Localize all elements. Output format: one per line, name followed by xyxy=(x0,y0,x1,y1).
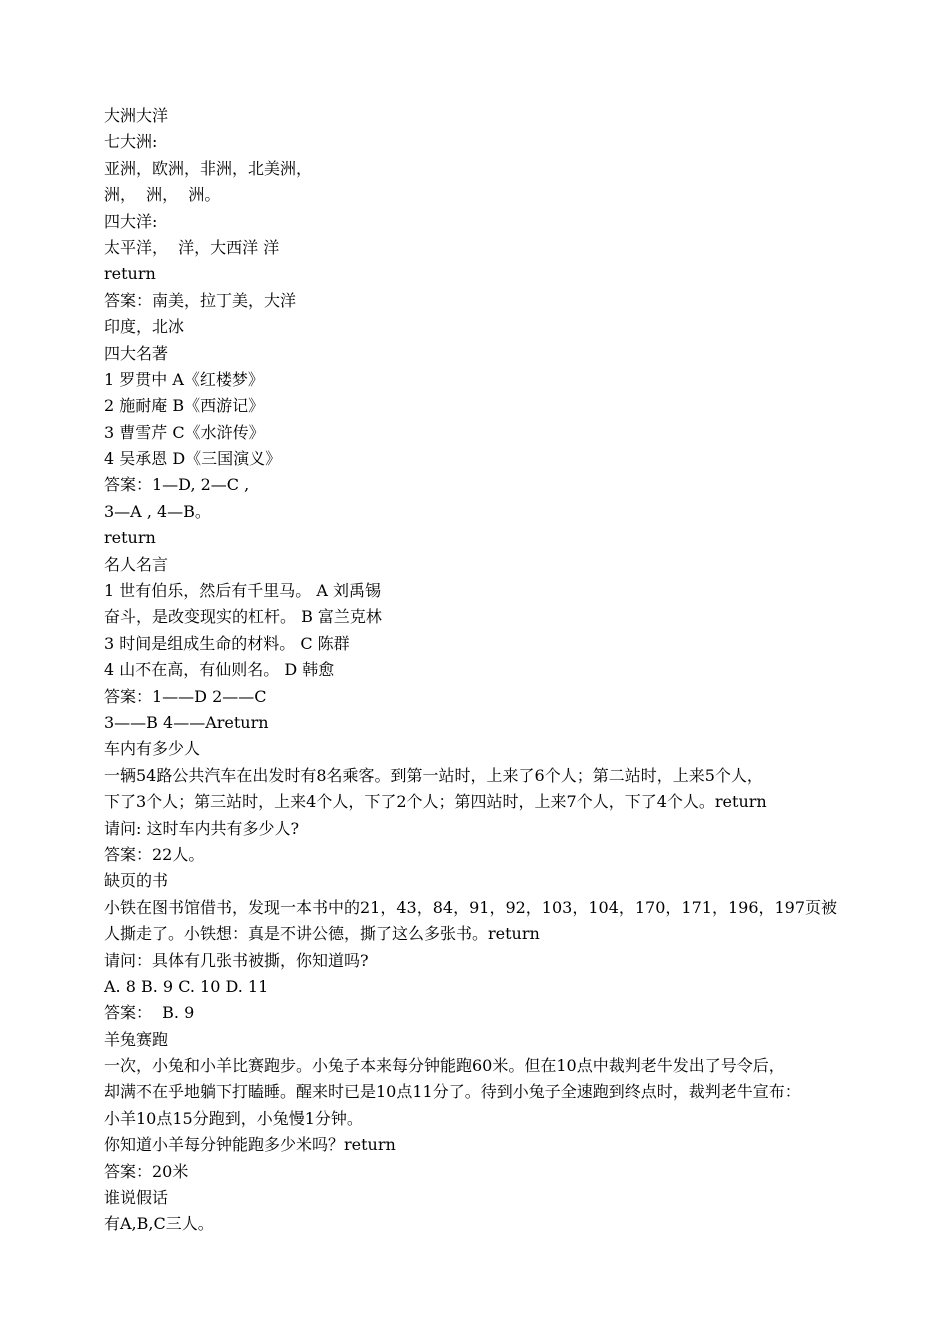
section-title: 羊兔赛跑 xyxy=(104,1029,169,1049)
question-line: 请问: 这时车内共有多少人? xyxy=(104,818,300,838)
answer-line: 答案：20米 xyxy=(104,1161,189,1181)
text-line: 小铁在图书馆借书，发现一本书中的21，43，84，91，92，103，104，170，171，196，197页被 xyxy=(104,897,838,917)
return-text: return xyxy=(104,264,156,284)
text-line: 奋斗，是改变现实的杠杆。 B 富兰克林 xyxy=(104,607,382,627)
text-line: 4 山不在高，有仙则名。 D 韩愈 xyxy=(104,660,335,680)
section-title: 谁说假话 xyxy=(104,1188,169,1208)
question-line: 请问：具体有几张书被撕，你知道吗? xyxy=(104,950,369,970)
text-line: 1 罗贯中 A《红楼梦》 xyxy=(104,369,264,389)
question-line: 你知道小羊每分钟能跑多少米吗？return xyxy=(104,1135,396,1155)
text-line: 1 世有伯乐，然后有千里马。 A 刘禹锡 xyxy=(104,581,381,601)
text-line: 亚洲，欧洲，非洲，北美洲， xyxy=(104,158,313,178)
document-page xyxy=(104,103,864,1238)
answer-line: 印度，北冰 xyxy=(104,317,185,337)
return-text: return xyxy=(104,528,156,548)
answer-line: 3—A , 4—B。 xyxy=(104,501,211,521)
text-line: 却满不在乎地躺下打瞌睡。醒来时已是10点11分了。待到小兔子全速跑到终点时，裁判老牛宣布： xyxy=(104,1082,801,1102)
text-line: 人撕走了。小铁想：真是不讲公德，撕了这么多张书。return xyxy=(104,924,540,944)
text-line: 太平洋， 洋，大西洋 洋 xyxy=(104,237,280,257)
section-title: 四大名著 xyxy=(104,343,169,363)
section-title: 大洲大洋 xyxy=(104,106,169,125)
text-line: 一次，小兔和小羊比赛跑步。小兔子本来每分钟能跑60米。但在10点中裁判老牛发出了号令后， xyxy=(104,1056,785,1076)
text-line: 2 施耐庵 B《西游记》 xyxy=(104,396,265,416)
section-title: 名人名言 xyxy=(104,554,169,574)
text-line: 洲， 洲， 洲。 xyxy=(104,185,221,205)
text-line: 4 吴承恩 D《三国演义》 xyxy=(104,449,282,469)
text-line: 3 曹雪芹 C《水浒传》 xyxy=(104,422,265,442)
text-line: 四大洋: xyxy=(104,211,158,231)
text-line: 3 时间是组成生命的材料。 C 陈群 xyxy=(104,633,350,653)
text-line: 一辆54路公共汽车在出发时有8名乘客。到第一站时，上来了6个人；第二站时，上来5个人， xyxy=(104,765,763,785)
answer-line: 答案：22人。 xyxy=(104,844,205,864)
text-line: 小羊10点15分跑到，小兔慢1分钟。 xyxy=(104,1108,363,1128)
answer-line: 答案：1——D 2——C xyxy=(104,686,267,706)
answer-line: 答案： B. 9 xyxy=(104,1003,195,1023)
answer-line: 答案：1—D, 2—C , xyxy=(104,475,250,495)
options-line: A. 8 B. 9 C. 10 D. 11 xyxy=(104,976,269,996)
section-title: 车内有多少人 xyxy=(104,739,201,759)
text-line: 下了3个人；第三站时，上来4个人，下了2个人；第四站时，上来7个人，下了4个人。return xyxy=(104,792,767,812)
answer-line: 答案：南美，拉丁美，大洋 xyxy=(104,290,297,310)
section-title: 缺页的书 xyxy=(104,871,169,891)
text-line: 七大洲: xyxy=(104,132,158,152)
answer-line: 3——B 4——Areturn xyxy=(104,712,269,732)
text-line: 有A,B,C三人。 xyxy=(104,1214,214,1234)
